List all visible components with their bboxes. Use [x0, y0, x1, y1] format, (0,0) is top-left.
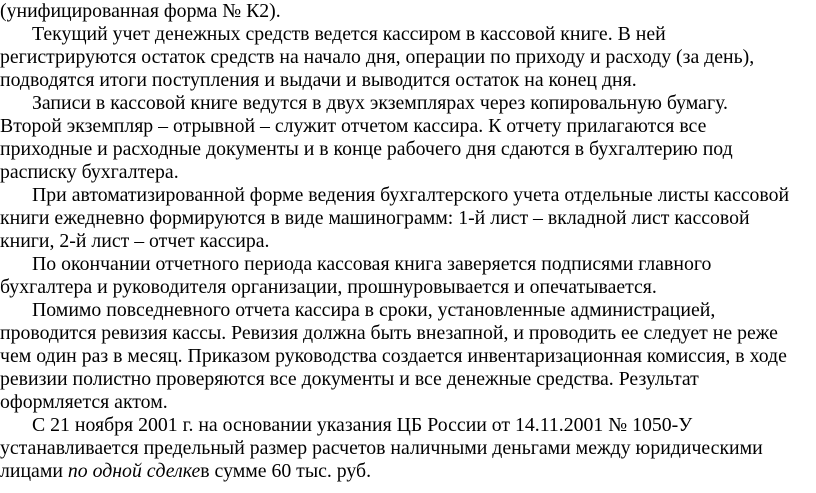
text-line: оформляется актом. — [0, 391, 168, 413]
text-line: проводится ревизия кассы. Ревизия должна быть внезапной, и проводить ее следует не реже — [0, 322, 778, 344]
text-line: чем один раз в месяц. Приказом руководства создается инвентаризационная комиссия, в ходе — [0, 345, 787, 367]
text-line: ревизии полистно проверяются все документы и все денежные средства. Результат — [0, 368, 699, 390]
text-line: книги, 2-й лист – отчет кассира. — [0, 230, 270, 252]
text-line: регистрируются остаток средств на начало дня, операции по приходу и расходу (за день), — [0, 46, 755, 68]
text-line-last — [0, 460, 371, 483]
text-line: приходные и расходные документы и в конце рабочего дня сдаются в бухгалтерию под — [0, 138, 733, 160]
text-line: Второй экземпляр – отрывной – служит отчетом кассира. К отчету прилагаются все — [0, 115, 707, 137]
paragraph-first-line: Текущий учет денежных средств ведется кассиром в кассовой книге. В ней — [32, 23, 666, 45]
paragraph-first-line: По окончании отчетного периода кассовая книга заверяется подписями главного — [32, 253, 712, 275]
paragraph-first-line: При автоматизированной форме ведения бухгалтерского учета отдельные листы кассовой — [32, 184, 790, 206]
text-run: лицами — [0, 460, 68, 482]
paragraph-first-line: С 21 ноября 2001 г. на основании указания ЦБ России от 14.11.2001 № 1050-У — [32, 414, 693, 436]
text-line: (унифицированная форма № К2). — [0, 0, 281, 22]
text-run: в сумме 60 тыс. руб. — [200, 460, 372, 482]
paragraph-first-line: Записи в кассовой книге ведутся в двух экземплярах через копировальную бумагу. — [32, 92, 728, 114]
text-line: бухгалтера и руководителя организации, прошнуровывается и опечатывается. — [0, 276, 657, 298]
text-line: устанавливается предельный размер расчетов наличными деньгами между юридическими — [0, 437, 763, 459]
text-line: книги ежедневно формируются в виде машинограмм: 1-й лист – вкладной лист кассовой — [0, 207, 750, 229]
italic-phrase: по одной сделке — [67, 460, 201, 482]
text-line: подводятся итоги поступления и выдачи и выводится остаток на конец дня. — [0, 69, 637, 91]
paragraph-first-line: Помимо повседневного отчета кассира в сроки, установленные администрацией, — [32, 299, 716, 321]
text-line: расписку бухгалтера. — [0, 161, 179, 183]
